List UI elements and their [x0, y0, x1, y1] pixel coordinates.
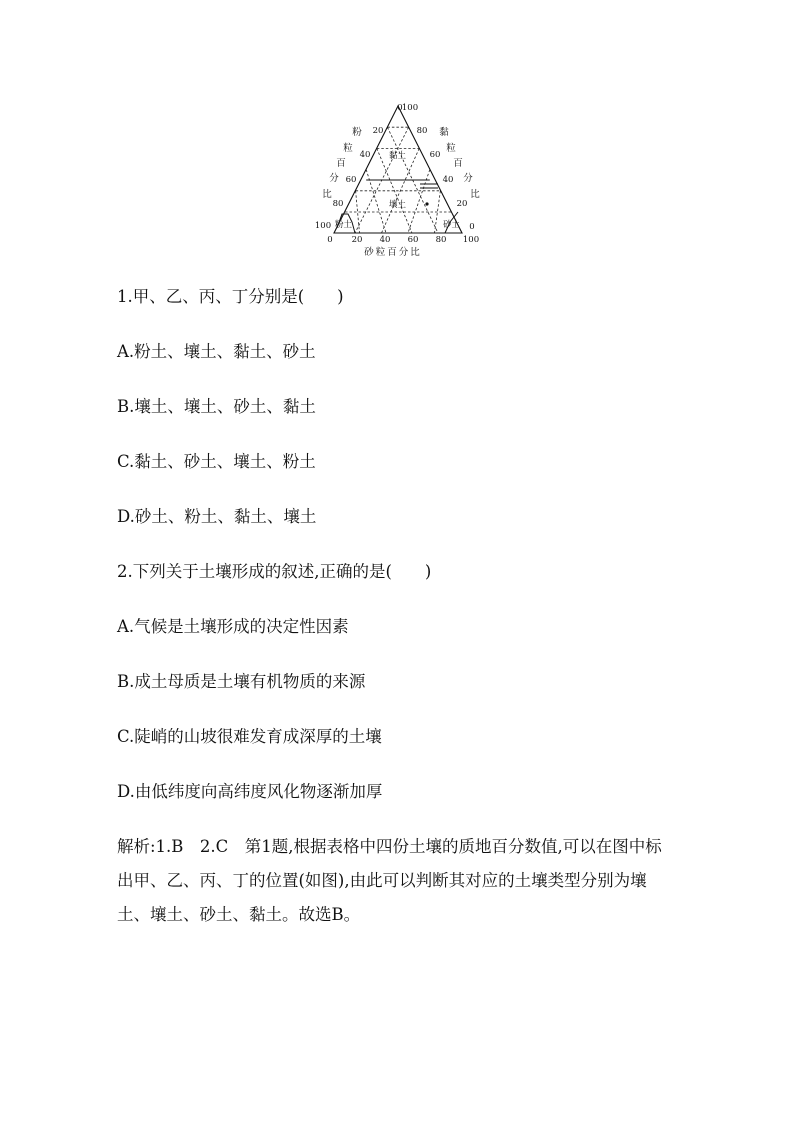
- left-axis-char: 比: [322, 189, 332, 200]
- left-tick: 20: [372, 126, 384, 136]
- question-2-option-b: B.成土母质是土壤有机物质的来源: [117, 672, 366, 691]
- region-label-clay: 黏土: [389, 151, 407, 161]
- left-tick: 100: [314, 221, 332, 231]
- left-tick: 40: [359, 150, 371, 160]
- left-tick: 60: [345, 175, 357, 185]
- bottom-tick: 60: [407, 235, 419, 245]
- right-axis-char: 分: [463, 173, 473, 184]
- left-tick: 80: [332, 199, 344, 209]
- left-tick: 0: [397, 103, 403, 113]
- triangle-outline: [334, 106, 462, 233]
- question-1-option-b: B.壤土、壤土、砂土、黏土: [117, 397, 316, 416]
- right-axis-char: 百: [453, 158, 463, 169]
- grid-line: [408, 170, 430, 233]
- question-2-option-d: D.由低纬度向高纬度风化物逐渐加厚: [117, 782, 383, 801]
- bottom-tick: 20: [351, 235, 363, 245]
- bottom-tick: 100: [462, 235, 480, 245]
- right-axis-char: 粒: [446, 143, 456, 154]
- answer-explanation: 解析:1.B 2.C 第1题,根据表格中四份土壤的质地百分数值,可以在图中标出甲、乙、丙、丁的位置(如图),由此可以判断其对应的土壤类型分别为壤土、壤土、砂土、黏土。故选B。: [117, 837, 662, 924]
- right-tick: 40: [442, 175, 454, 185]
- grid-line: [366, 170, 386, 233]
- sample-point: [425, 202, 428, 205]
- question-1-option-c: C.黏土、砂土、壤土、粉土: [117, 452, 316, 471]
- right-axis-char: 黏: [439, 127, 449, 138]
- question-1-stem: 1.甲、乙、丙、丁分别是( ): [117, 287, 344, 306]
- right-axis-char: 比: [470, 189, 480, 200]
- left-axis-char: 粒: [343, 143, 353, 154]
- question-2-stem: 2.下列关于土壤形成的叙述,正确的是( ): [117, 562, 432, 581]
- question-2-option-c: C.陡峭的山坡很难发育成深厚的土壤: [117, 727, 382, 746]
- question-2-option-a: A.气候是土壤形成的决定性因素: [117, 617, 349, 636]
- soil-texture-triangle: [300, 96, 500, 262]
- left-axis-char: 分: [329, 173, 339, 184]
- bottom-tick: 80: [435, 235, 447, 245]
- region-label-sand: 砂土: [443, 220, 461, 230]
- left-axis-char: 百: [336, 158, 346, 169]
- bottom-tick: 40: [379, 235, 391, 245]
- bottom-tick: 0: [327, 235, 333, 245]
- bottom-axis-label: 砂粒百分比: [364, 247, 422, 258]
- region-label-loam: 壤土: [389, 200, 407, 210]
- question-1-option-a: A.粉土、壤土、黏土、砂土: [117, 342, 316, 361]
- region-label-silt: 粉土: [335, 220, 353, 230]
- question-1-option-d: D.砂土、粉土、黏土、壤土: [117, 507, 317, 526]
- right-tick: 20: [456, 199, 468, 209]
- left-axis-char: 粉: [352, 127, 362, 138]
- right-tick: 80: [416, 126, 428, 136]
- right-tick: 60: [429, 150, 441, 160]
- right-tick: 100: [401, 103, 419, 113]
- right-tick: 0: [469, 222, 475, 232]
